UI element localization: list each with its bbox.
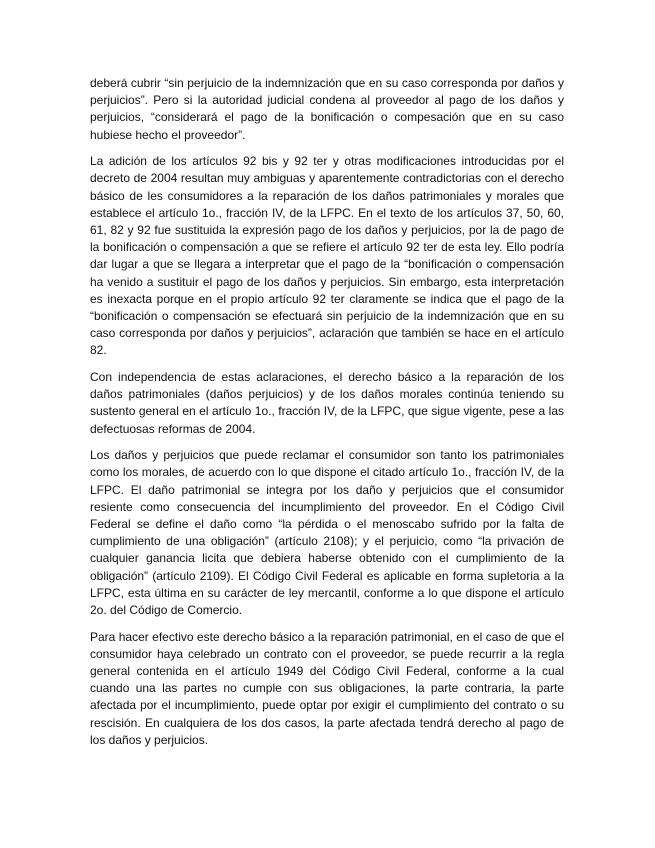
paragraph-1: deberá cubrir “sin perjuicio de la indemnización que en su caso corresponda por daños y perjuicios”. Pero si la autoridad judicial condena al proveedor al pago de los daños y perjuicios, “considerará el pago de la bonificación o compesación que en su caso hubiese hecho el proveedor”. — [90, 76, 564, 142]
document-page — [90, 75, 564, 758]
paragraph-2: La adición de los artículos 92 bis y 92 ter y otras modificaciones introducidas por el decreto de 2004 resultan muy ambiguas y aparentemente contradictorias con el derecho básico de les consumidores a la reparación de los daños patrimoniales y morales que establece el artículo 1o., fracción IV, de la LFPC. En el texto de los artículos 37, 50, 60, 61, 82 y 92 fue sustituida la expresión pago de los daños y perjuicios, por la de pago de la bonificación o compensación a que se refiere el artículo 92 ter de esta ley. Ello podría dar lugar a que se llegara a interpretar que el pago de la “bonificación o compensación ha venido a sustituir el pago de los daños y perjuicios. Sin embargo, esta interpretación es inexacta porque en el propio artículo 92 ter claramente se indica que el pago de la “bonificación o compensación se efectuará sin perjuicio de la indemnización que en su caso corresponda por daños y perjuicios”, aclaración que también se hace en el artículo 82. — [90, 154, 564, 358]
paragraph-5: Para hacer efectivo este derecho básico a la reparación patrimonial, en el caso de que el consumidor haya celebrado un contrato con el proveedor, se puede recurrir a la regla general contenida en el artículo 1949 del Código Civil Federal, conforme a la cual cuando una las partes no cumple con sus obligaciones, la parte contraria, la parte afectada por el incumplimiento, puede optar por exigir el cumplimiento del contrato o su rescisión. En cualquiera de los dos casos, la parte afectada tendrá derecho al pago de los daños y perjuicios. — [90, 629, 564, 747]
paragraph-3: Con independencia de estas aclaraciones, el derecho básico a la reparación de los daños patrimoniales (daños perjuicios) y de los daños morales continúa teniendo su sustento general en el artículo 1o., fracción IV, de la LFPC, que sigue vigente, pese a las defectuosas reformas de 2004. — [90, 370, 564, 436]
paragraph-4: Los daños y perjuicios que puede reclamar el consumidor son tanto los patrimoniales como los morales, de acuerdo con lo que dispone el citado artículo 1o., fracción IV, de la LFPC. El daño patrimonial se integra por los daño y perjuicios que el consumidor resiente como consecuencia del incumplimiento del proveedor. En el Código Civil Federal se define el daño como “la pérdida o el menoscabo sufrido por la falta de cumplimiento de una obligación” (artículo 2108); y el perjuicio, como “la privación de cualquier ganancia licita que debiera haberse obtenido con el cumplimiento de la obligación” (artículo 2109). El Código Civil Federal es aplicable en forma supletoria a la LFPC, esta última en su carácter de ley mercantil, conforme a lo que dispone el artículo 2o. del Código de Comercio. — [90, 448, 564, 618]
